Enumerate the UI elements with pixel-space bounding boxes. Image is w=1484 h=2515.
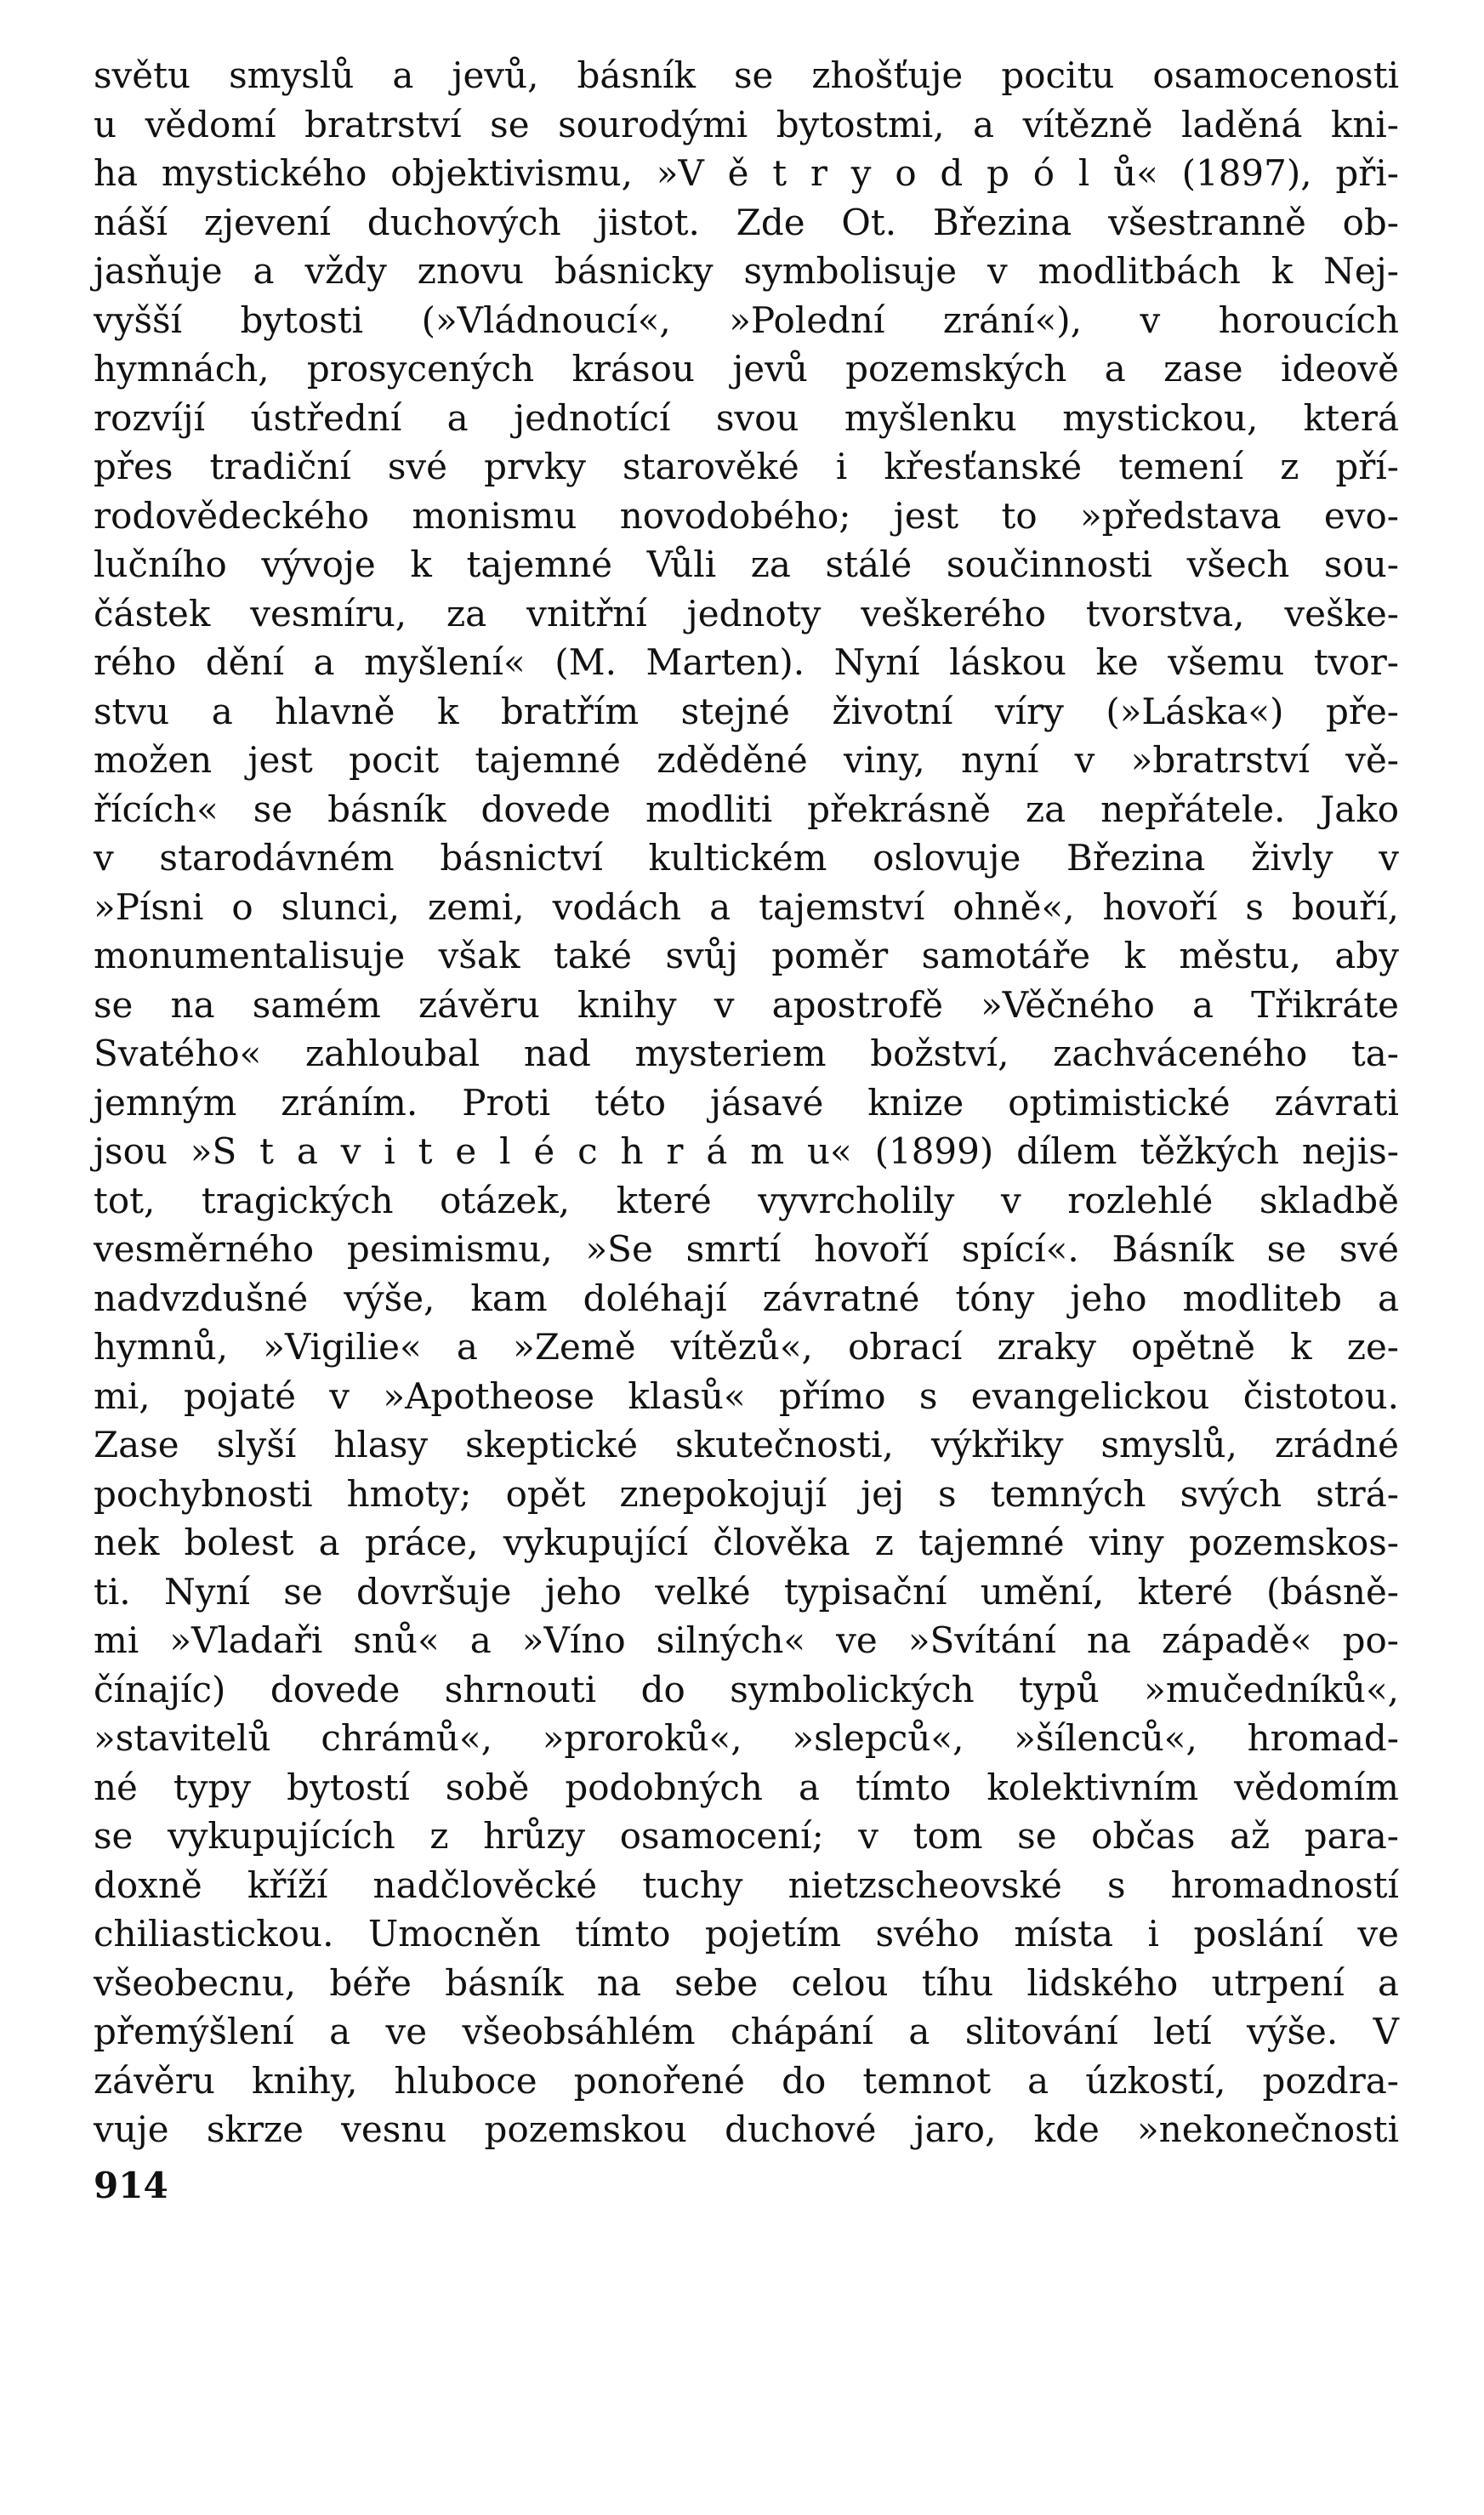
text-line: rozvíjí ústřední a jednotící svou myšlenku mystickou, která <box>94 396 1399 439</box>
text-line: ha mystického objektivismu, »V ě t r y o d p ó l ů« (1897), při- <box>94 152 1399 194</box>
text-line: rého dění a myšlení« (M. Marten). Nyní láskou ke všemu tvor- <box>94 641 1399 683</box>
text-line: přes tradiční své prvky starověké i křesťanské temení z pří- <box>94 446 1399 487</box>
text-line: né typy bytostí sobě podobných a tímto kolektivním vědomím <box>94 1766 1399 1808</box>
text-line: mi »Vladaři snů« a »Víno silných« ve »Svítání na západě« po- <box>94 1619 1399 1661</box>
text-line: jsou »S t a v i t e l é c h r á m u« (1899) dílem těžkých nejis- <box>94 1130 1399 1172</box>
text-line: Svatého« zahloubal nad mysteriem božství, zachváceného ta- <box>94 1033 1399 1074</box>
text-line: částek vesmíru, za vnitřní jednoty veškerého tvorstva, veške- <box>94 592 1399 634</box>
text-line: jemným zráním. Proti této jásavé knize optimistické závrati <box>94 1081 1399 1124</box>
text-line: řících« se básník dovede modliti překrásně za nepřátele. Jako <box>94 788 1399 830</box>
text-line: jasňuje a vždy znovu básnicky symbolisuje v modlitbách k Nej- <box>94 250 1399 292</box>
text-line: stvu a hlavně k bratřím stejné životní víry (»Láska«) pře- <box>94 690 1399 732</box>
text-line: chiliastickou. Umocněn tímto pojetím svého místa i poslání ve <box>94 1913 1399 1955</box>
text-line: přemýšlení a ve všeobsáhlém chápání a slitování letí výše. V <box>94 2011 1399 2052</box>
text-line: mi, pojaté v »Apotheose klasů« přímo s evangelickou čistotou. <box>94 1374 1399 1417</box>
text-line: čínajíc) dovede shrnouti do symbolických typů »mučedníků«, <box>94 1668 1399 1710</box>
text-line: nadvzdušné výše, kam doléhají závratné tóny jeho modliteb a <box>94 1277 1399 1319</box>
text-line: nek bolest a práce, vykupující člověka z tajemné viny pozemskos- <box>94 1522 1399 1563</box>
page-number: 914 <box>94 2165 168 2206</box>
text-line: vesměrného pesimismu, »Se smrtí hovoří spící«. Básník se své <box>94 1228 1399 1270</box>
text-line: možen jest pocit tajemné zděděné viny, nyní v »bratrství vě- <box>94 739 1399 781</box>
text-line: se vykupujících z hrůzy osamocení; v tom se občas až para- <box>94 1815 1399 1857</box>
body-text <box>94 51 1399 2154</box>
text-line: světu smyslů a jevů, básník se zhošťuje pocitu osamocenosti <box>94 54 1399 96</box>
text-line: ti. Nyní se dovršuje jeho velké typisační umění, které (básně- <box>94 1570 1399 1613</box>
text-line: »stavitelů chrámů«, »proroků«, »slepců«, »šílenců«, hromad- <box>94 1717 1399 1759</box>
text-line: pochybnosti hmoty; opět znepokojují jej s temných svých strá- <box>94 1472 1399 1515</box>
text-line: závěru knihy, hluboce ponořené do temnot a úzkostí, pozdra- <box>94 2059 1399 2102</box>
text-line: náší zjevení duchových jistot. Zde Ot. Březina všestranně ob- <box>94 201 1399 243</box>
text-line: vuje skrze vesnu pozemskou duchové jaro, kde »nekonečnosti <box>94 2108 1399 2150</box>
text-line: tot, tragických otázek, které vyvrcholily v rozlehlé skladbě <box>94 1179 1399 1221</box>
text-line: v starodávném básnictví kultickém oslovuje Březina živly v <box>94 837 1399 879</box>
text-line: Zase slyší hlasy skeptické skutečnosti, výkřiky smyslů, zrádné <box>94 1424 1399 1465</box>
text-line: doxně kříží nadčlověcké tuchy nietzscheovské s hromadností <box>94 1863 1399 1906</box>
text-line: rodovědeckého monismu novodobého; jest to »představa evo- <box>94 494 1399 537</box>
text-line: hymnách, prosycených krásou jevů pozemských a zase ideově <box>94 348 1399 390</box>
text-line: u vědomí bratrství se sourodými bytostmi, a vítězně laděná kni- <box>94 103 1399 145</box>
text-line: hymnů, »Vigilie« a »Země vítězů«, obrací zraky opětně k ze- <box>94 1326 1399 1368</box>
text-line: vyšší bytosti (»Vládnoucí«, »Polední zrání«), v horoucích <box>94 299 1399 341</box>
text-line: monumentalisuje však také svůj poměr samotáře k městu, aby <box>94 935 1399 976</box>
text-line: »Písni o slunci, zemi, vodách a tajemství ohně«, hovoří s bouří, <box>94 885 1399 928</box>
text-line: lučního vývoje k tajemné Vůli za stálé součinnosti všech sou- <box>94 543 1399 585</box>
text-line: se na samém závěru knihy v apostrofě »Věčného a Třikráte <box>94 983 1399 1026</box>
text-line: všeobecnu, béře básník na sebe celou tíhu lidského utrpení a <box>94 1961 1399 2004</box>
